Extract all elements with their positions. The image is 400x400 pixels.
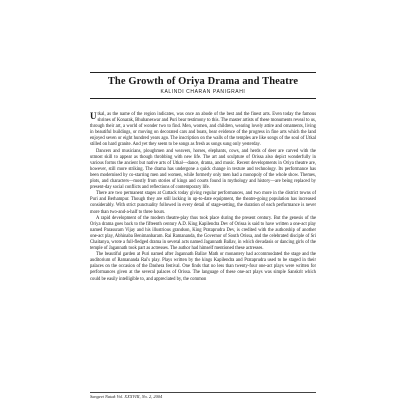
article-author: KALINDI CHARAN PANIGRAHI bbox=[160, 89, 246, 95]
title-rule-bottom bbox=[90, 98, 316, 99]
title-rule-top bbox=[90, 72, 316, 73]
paragraph: Utkal, as the name of the region indicates, was once an abode of the best and the finest arts. Even today the famous shrines of Konarak, Bhubaneswar and Puri bear testimony to this. The master artists of these monuments reveal to us, through their art, a world of wonder two to find. Men, women, and children, wearing lovely attire and ornaments, living in beautiful buildings, or moving on decorated cars and boats, bear evidence of the progress in fine arts which the land enjoyed seven or eight hundred years ago. The inscription on the walls of the temples are like songs of the soul of Utkal stilled on hard granite. And yet they seem to be songs as fresh as songs sung only yesterday. bbox=[90, 111, 316, 148]
article-title: The Growth of Oriya Drama and Theatre bbox=[107, 76, 299, 87]
paragraph: The beautiful garden at Puri named after Jagannath Ballav Math or monastery had accommodated the stage and the auditorium of Ramananda Rai's play. Plays written by the kings Kapilendra and Prataprudra used to be staged in their palaces on the occasion of the Dashera festival. One finds that no less than twenty-four one-act plays were written for performances given at the several palaces of Orissa. The language of these one-act plays was simple Sanskrit which could be easily intelligible to, and appreciated by, the common bbox=[90, 252, 316, 282]
paragraph: A rapid development of the modern theatre-play thus took place during the present century. But the genesis of the Oriya drama goes back to the fifteenth century A.D. King Kapilendra Dev of Orissa is said to have written a one-act play named Parasuram Vijay and his illustrious grandson, King Prataprudra Dev, is credited with the authorship of another one-act play, Abhinaba Benimanbaram. Rai Ramananda, the Governor of South Orissa, and the celebrated disciple of Sri Chaitanya, wrote a full-fledged drama in several acts named Jagannath Ballav, in which devadasis or dancing girls of the temple of Jagannath took part as actresses. The author had himself mentioned these actresses. bbox=[90, 215, 316, 252]
article-body bbox=[90, 112, 316, 283]
paragraph: There are two permanent stages at Cuttack today giving regular performances, and two more in the district towns of Puri and Berhampur. Though they are still lacking in up-to-date equipment, the theatre-going population has increased considerably. With strict punctuality followed in every detail of stage-setting, the duration of each performance is never more than two-and-a-half to three hours. bbox=[90, 191, 316, 215]
journal-footer: Sangeet Natak Vol. XXXVIII, No. 2, 2004 bbox=[90, 392, 316, 399]
paragraph: Dancers and musicians, ploughmen and weavers, horses, elephants, cows, and herds of deer are carved with the utmost skill to appear as though throbbing with new life. The art and sculpture of Orissa also depict wonderfully in various forms the ancient but native arts of Utkal—dance, drama, and music. Recent developments in Oriya theatre are, however, still more striking. The drama has undergone a quick change in texture and technology. Its performance has been modernised by co-starring men and women, while formerly only men had a monopoly of the whole show. Themes, plots, and characters—mostly from stories of kings and courts found in mythology and history—are being replaced by present-day social conflicts and reflections of contemporary life. bbox=[90, 148, 316, 191]
